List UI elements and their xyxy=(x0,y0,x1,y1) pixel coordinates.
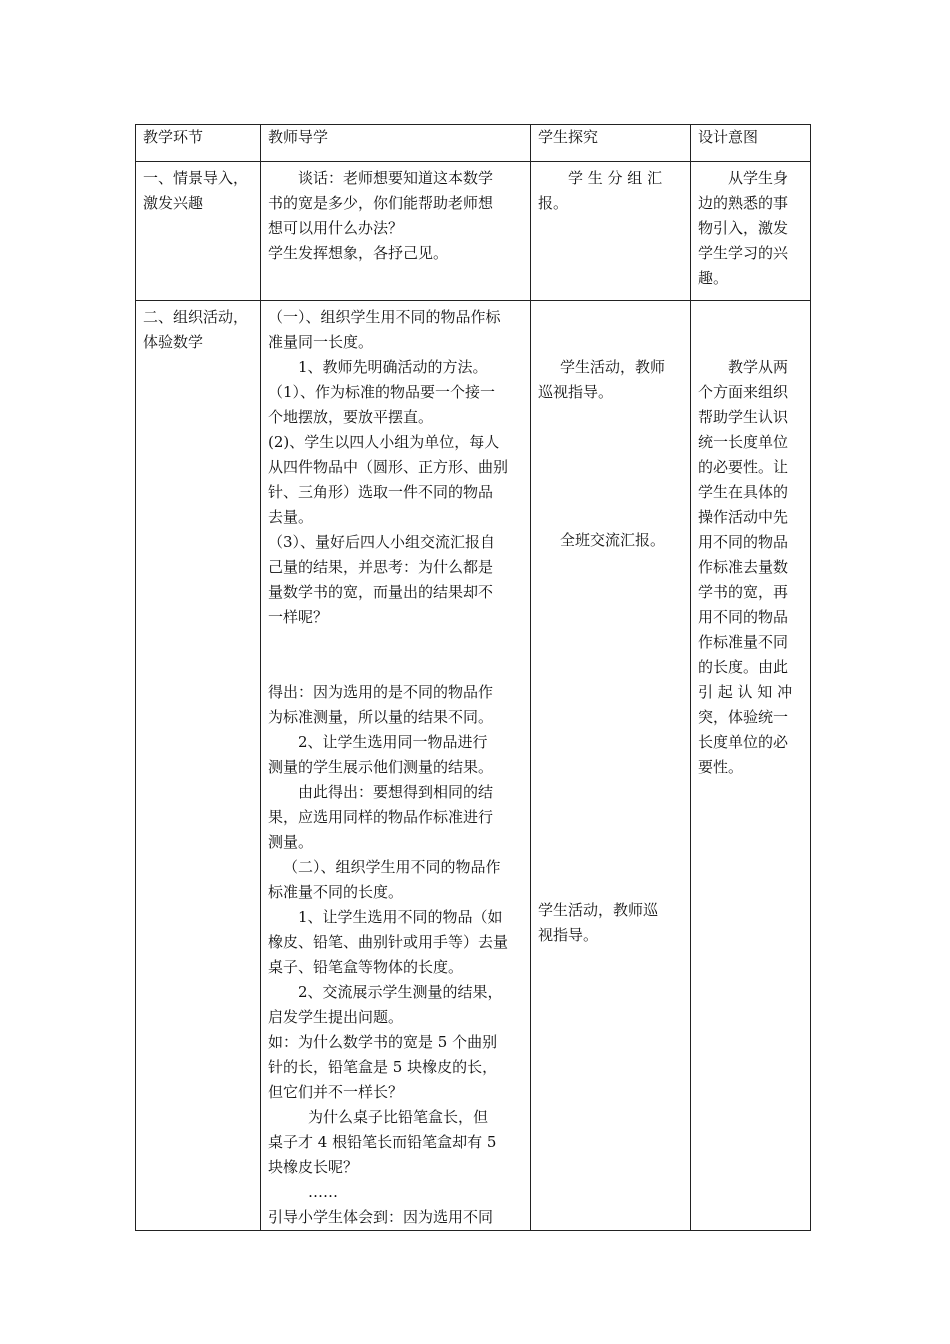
cell-intent-2: 教学从两 个方面来组织 帮助学生认识 统一长度单位 的必要性。让 学生在具体的 操作活动中先 用不同的物品 作标准去量数 学书的宽，再 用不同的物品 作标准量不同 的长度。由此 引 起 认 知 冲 突，体验统一 长度单位的必 要性。 xyxy=(691,301,811,1231)
table-header-row xyxy=(136,125,811,162)
table-row xyxy=(136,162,811,301)
header-stage: 教学环节 xyxy=(136,125,261,162)
header-student: 学生探究 xyxy=(531,125,691,162)
cell-intent-1: 从学生身 边的熟悉的事 物引入，激发 学生学习的兴 趣。 xyxy=(691,162,811,301)
lesson-plan-table xyxy=(135,124,811,1231)
header-intent: 设计意图 xyxy=(691,125,811,162)
cell-stage-2: 二、组织活动， 体验数学 xyxy=(136,301,261,1231)
cell-student-2: 学生活动，教师 巡视指导。 全班交流汇报。 学生活动，教师巡 视指导。 xyxy=(531,301,691,1231)
cell-stage-1: 一、情景导入， 激发兴趣 xyxy=(136,162,261,301)
cell-student-1: 学 生 分 组 汇 报。 xyxy=(531,162,691,301)
cell-teacher-2: （一）、组织学生用不同的物品作标 准量同一长度。 1、教师先明确活动的方法。 （1）、作为标准的物品要一个接一 个地摆放，要放平摆直。 (2)、学生以四人小组为单位，每人 从四件物品中（圆形、正方形、曲别 针、三角形）选取一件不同的物品 去量。 （3）、量好后四人小组交流汇报自 己量的结果，并思考：为什么都是 量数学书的宽，而量出的结果却不 一样呢？ 得出：因为选用的是不同的物品作 为标准测量，所以量的结果不同。 2、让学生选用同一物品进行 测量的学生展示他们测量的结果。 由此得出：要想得到相同的结 果，应选用同样的物品作标准进行 测量。 （二）、组织学生用不同的物品作 标准量不同的长度。 1、让学生选用不同的物品（如 橡皮、铅笔、曲别针或用手等）去量 桌子、铅笔盒等物体的长度。 2、交流展示学生测量的结果， 启发学生提出问题。 如：为什么数学书的宽是 5 个曲别 针的长，铅笔盒是 5 块橡皮的长， 但它们并不一样长？ 为什么桌子比铅笔盒长，但 桌子才 4 根铅笔长而铅笔盒却有 5 块橡皮长呢？ …… 引导小学生体会到：因为选用不同 xyxy=(261,301,531,1231)
table-row xyxy=(136,301,811,1231)
cell-teacher-1: 谈话：老师想要知道这本数学 书的宽是多少，你们能帮助老师想 想可以用什么办法？ 学生发挥想象，各抒己见。 xyxy=(261,162,531,301)
header-teacher: 教师导学 xyxy=(261,125,531,162)
